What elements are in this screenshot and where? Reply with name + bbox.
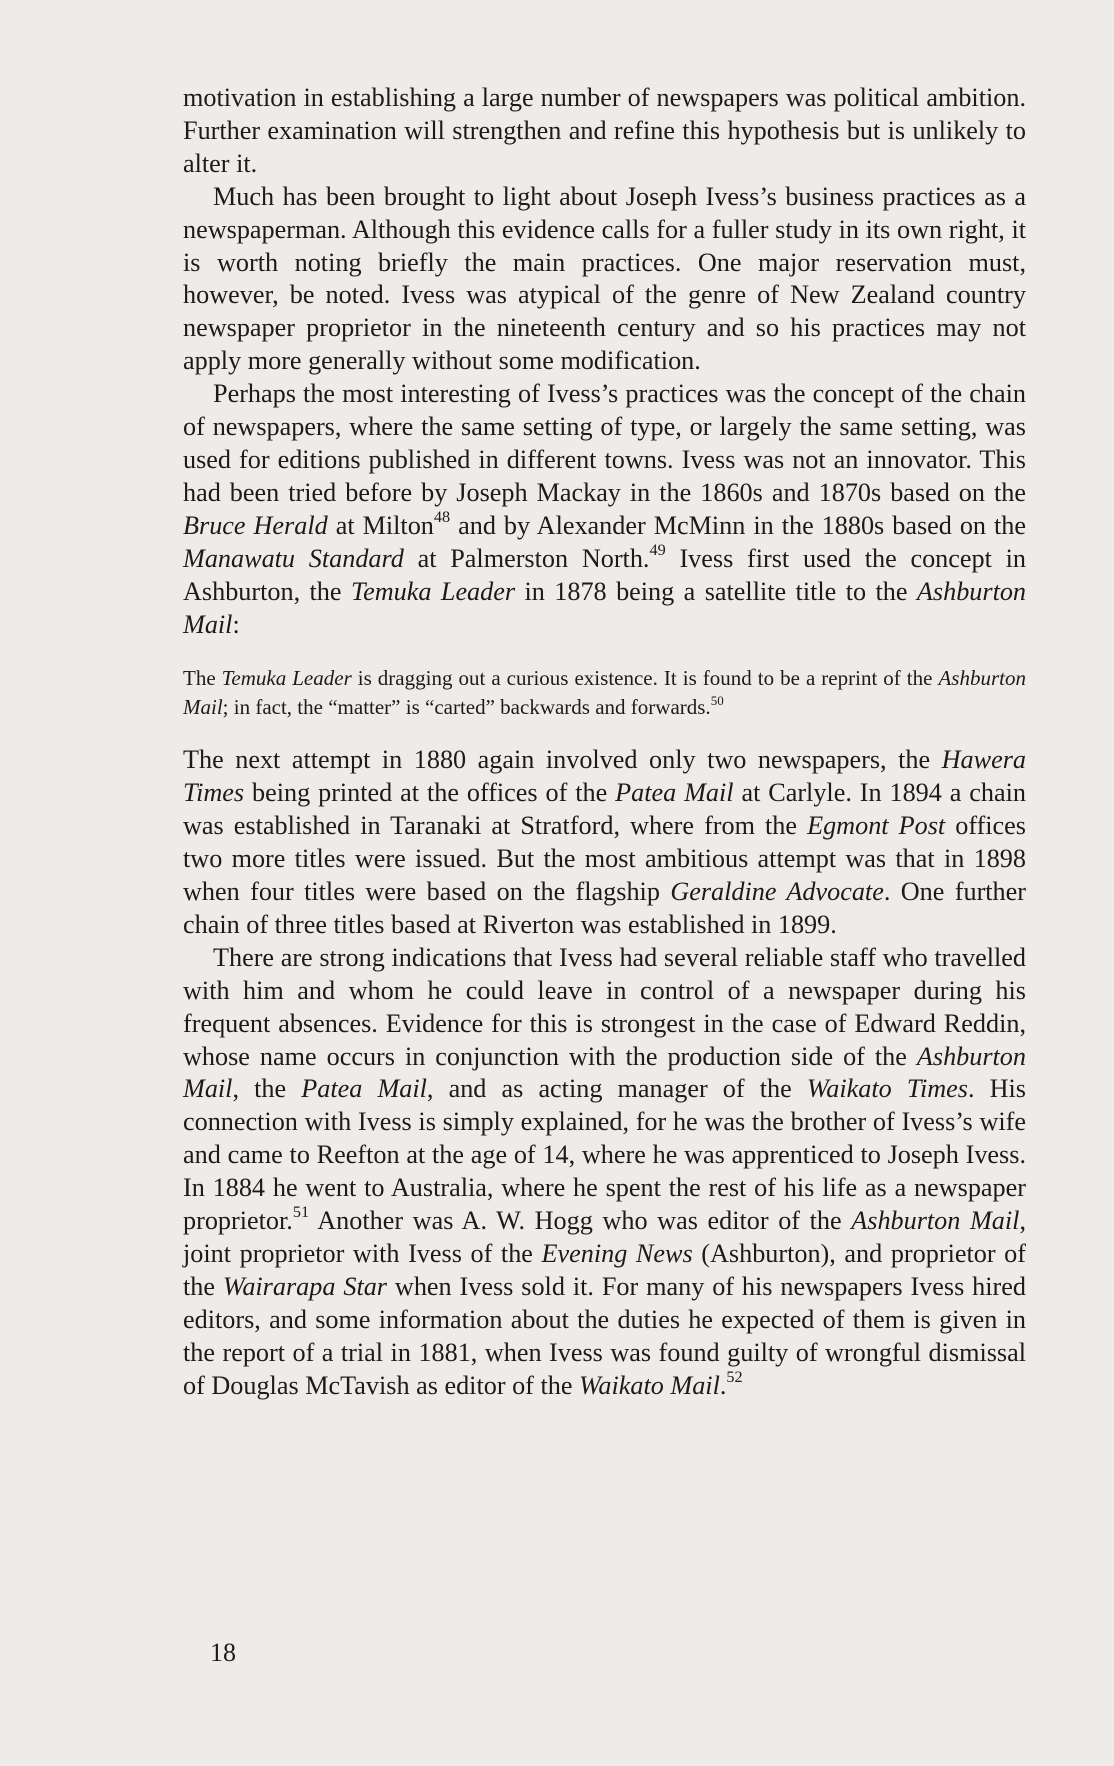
body-text: [183, 82, 1026, 1403]
text-run: when Ivess sold it. For many of his newspapers Ivess hired editors, and some information about the duties he expected of them is given in the report of a trial in 1881, when Ivess was found guilty of wrongful dismissal of Douglas McTavish as editor of the: [183, 1271, 1026, 1400]
block-quote: [183, 664, 1026, 722]
footnote-reference: 49: [649, 541, 666, 560]
text-run: , the: [232, 1074, 302, 1104]
paragraph: [183, 942, 1026, 1403]
text-run: Another was A. W. Hogg who was editor of the: [309, 1206, 852, 1236]
text-run: Perhaps the most interesting of Ivess’s practices was the concept of the chain of newspapers, where the same setting of type, or largely the same setting, was used for editions published in different towns. Ivess was not an innovator. This had been tried before by Joseph Mackay in the 1860s and 1870s based on the: [183, 379, 1026, 507]
text-run: . One further chain of three titles based at Riverton was established in 1899.: [183, 877, 1026, 939]
footnote-reference: 48: [433, 508, 451, 527]
italic-title: Egmont Post: [807, 811, 946, 841]
footnote-reference: 50: [710, 692, 724, 708]
italic-title: Patea Mail: [615, 778, 734, 808]
text-run: at Milton: [327, 510, 434, 540]
italic-title: Ashburton Mail: [851, 1206, 1020, 1236]
text-run: in 1878 being a satellite title to the: [515, 576, 917, 606]
text-run: , joint proprietor with Ivess of the: [183, 1206, 1026, 1268]
text-run: , and as acting manager of the: [426, 1074, 807, 1104]
italic-title: Waikato Times: [806, 1074, 968, 1104]
italic-title: Waikato Mail: [578, 1370, 720, 1400]
paragraph: [183, 744, 1026, 941]
italic-title: Ashburton Mail: [183, 1041, 1026, 1104]
paragraph: [183, 378, 1026, 641]
text-run: . His connection with Ivess is simply explained, for he was the brother of Ivess’s wife and came to Reefton at the age of 14, where he was apprenticed to Joseph Ivess. In 1884 he went to Australia, where he spent the rest of his life as a newspaper proprietor.: [183, 1074, 1026, 1236]
italic-title: Hawera Times: [183, 745, 1026, 808]
text-run: The: [183, 666, 222, 691]
text-run: :: [232, 609, 240, 639]
paragraph: [183, 82, 1026, 181]
text-run: being printed at the offices of the: [244, 778, 616, 808]
italic-title: Bruce Herald: [183, 510, 328, 540]
italic-title: Evening News: [541, 1239, 693, 1268]
italic-title: Temuka Leader: [350, 576, 516, 606]
footnote-reference: 52: [726, 1367, 743, 1386]
text-run: offices two more titles were issued. But the most ambitious attempt was that in 1898 when four titles were based on the flagship: [183, 811, 1026, 907]
italic-title: Manawatu Standard: [183, 543, 404, 573]
text-run: The next attempt in 1880 again involved only two newspapers, the: [183, 745, 942, 775]
footnote-reference: 51: [292, 1203, 310, 1222]
italic-title: Patea Mail: [301, 1074, 427, 1104]
text-run: .: [719, 1370, 727, 1400]
text-run: at Carlyle. In 1894 a chain was established in Taranaki at Stratford, where from the: [183, 778, 1026, 841]
text-run: and by Alexander McMinn in the 1880s based on the: [450, 510, 1027, 540]
text-run: ; in fact, the “matter” is “carted” backwards and forwards.: [222, 695, 711, 720]
text-run: Ivess first used the concept in Ashburton, the: [183, 543, 1026, 606]
text-run: is dragging out a curious existence. It is found to be a reprint of the: [351, 666, 939, 691]
italic-title: Geraldine Advocate: [670, 877, 884, 907]
text-run: There are strong indications that Ivess had several reliable staff who travelled with him and whom he could leave in control of a newspaper during his frequent absences. Evidence for this is strongest in the case of Edward Reddin, whose name occurs in conjunction with the production side of the: [183, 942, 1026, 1071]
page-number: 18: [210, 1638, 236, 1667]
italic-title: Wairarapa Star: [222, 1271, 388, 1301]
text-run: motivation in establishing a large number of newspapers was political ambition. Further examination will strengthen and refine this hypothesis but is unlikely to alter it.: [183, 83, 1026, 178]
italic-title: Temuka Leader: [221, 666, 352, 691]
text-run: Much has been brought to light about Joseph Ivess’s business practices as a newspaperman. Although this evidence calls for a fuller study in its own right, it is worth noting briefly the main practices. One major reservation must, however, be noted. Ivess was atypical of the genre of New Zealand country newspaper proprietor in the nineteenth century and so his practices may not apply more generally without some modification.: [183, 181, 1026, 376]
text-run: (Ashburton), and proprietor of the: [183, 1239, 1026, 1301]
paragraph: [183, 181, 1026, 378]
text-run: at Palmerston North.: [403, 543, 650, 573]
italic-title: Ashburton Mail: [183, 666, 1026, 720]
italic-title: Ashburton Mail: [183, 576, 1027, 639]
